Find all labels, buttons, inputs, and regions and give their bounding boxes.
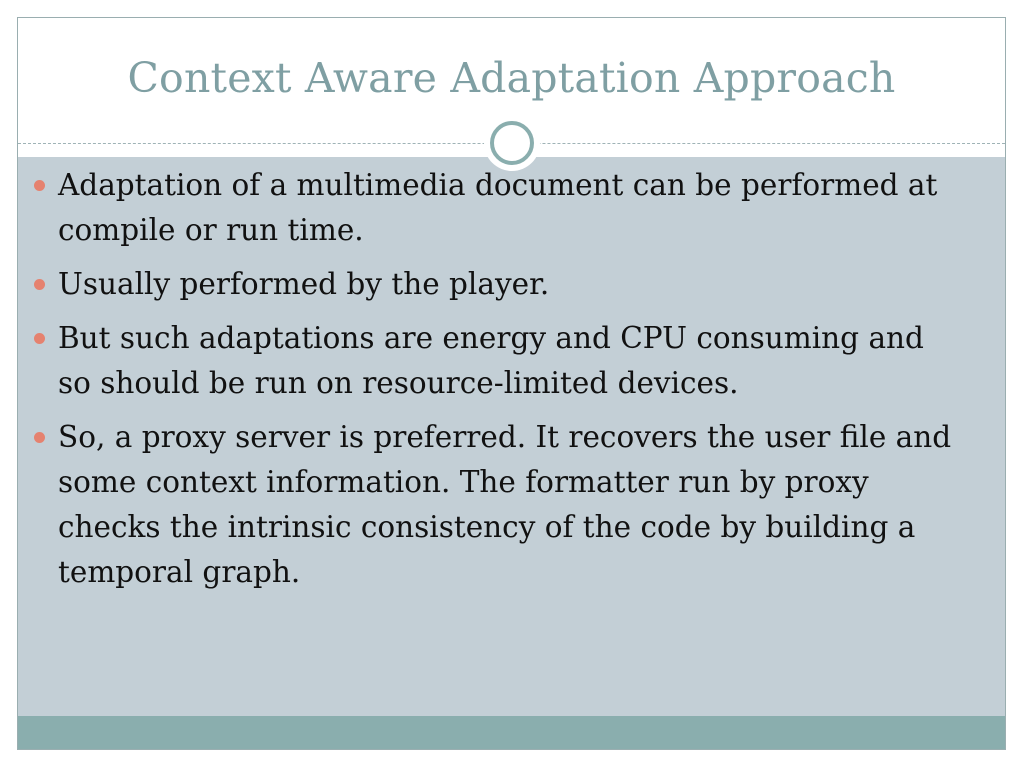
bullet-dot-icon [34,432,45,443]
bullet-text: So, a proxy server is preferred. It recovers the user file and some context information. The formatter run by proxy checks the intrinsic consistency of the code by building a temporal graph. [58,420,952,589]
bullet-item [34,415,964,595]
bullet-dot-icon [34,180,45,191]
bullet-text: Usually performed by the player. [58,267,550,301]
bullet-dot-icon [34,333,45,344]
ring-icon [490,121,534,165]
bullet-text: Adaptation of a multimedia document can be performed at compile or run time. [58,168,938,247]
bullet-list [34,163,964,604]
bullet-dot-icon [34,279,45,290]
slide-title: Context Aware Adaptation Approach [127,54,896,102]
footer-bar [18,716,1005,750]
bullet-item [34,316,964,406]
bullet-item [34,163,964,253]
bullet-item [34,262,964,307]
bullet-text: But such adaptations are energy and CPU consuming and so should be run on resource-limited devices. [58,321,924,400]
